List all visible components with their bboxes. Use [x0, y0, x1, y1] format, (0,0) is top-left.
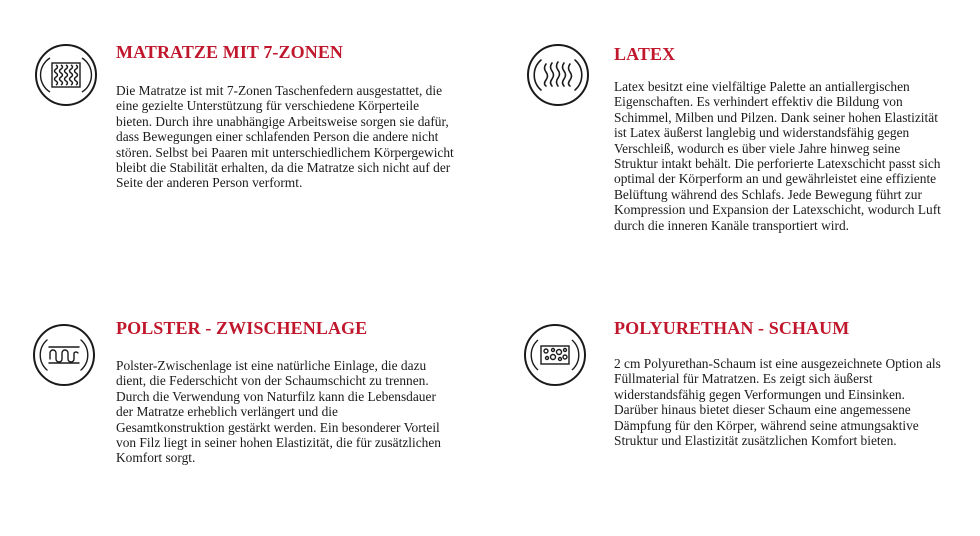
- feature-description: Die Matratze ist mit 7-Zonen Taschenfedern ausgestattet, die eine gezielte Unterstützung für verschiedene Körperteile bieten. Durch ihre unabhängige Arbeitsweise sorgen sie dafür, dass Bewegungen einer schlafenden Person die andere nicht stören. Selbst bei Paaren mit unterschiedlichem Körpergewicht bleibt die Stabilität erhalten, da die Matratze sich nicht auf der Seite der anderen Person verformt.: [116, 83, 454, 191]
- airflow-waves-icon: [527, 44, 589, 106]
- feature-description: Polster-Zwischenlage ist eine natürliche Einlage, die dazu dient, die Federschicht von der Schaumschicht zu trennen. Durch die Verwendung von Naturfilz kann die Lebensdauer der Matratze erheblich verlängert und die Gesamtkonstruktion gestärkt werden. Ein besonderer Vorteil von Filz liegt in seiner hohen Elastizität, die für zusätzlichen Komfort sorgt.: [116, 358, 441, 466]
- feature-title: MATRATZE MIT 7-ZONEN: [116, 42, 344, 62]
- feature-title: POLSTER - ZWISCHENLAGE: [116, 318, 368, 338]
- feature-description: 2 cm Polyurethan-Schaum ist eine ausgezeichnete Option als Füllmaterial für Matratzen. Es zeigt sich äußerst widerstandsfähig gegen Verformungen und Einsinken. Darüber hinaus bietet dieser Schaum eine angemessene Dämpfung für den Körper, während seine atmungsaktive Struktur und Elastizität zusätzlichen Komfort bieten.: [614, 356, 941, 449]
- feature-title: LATEX: [614, 44, 676, 64]
- feature-description: Latex besitzt eine vielfältige Palette an antiallergischen Eigenschaften. Es verhindert effektiv die Bildung von Schimmel, Milben und Pilzen. Dank seiner hohen Elastizität ist Latex äußerst langlebig und widerstandsfähig gegen Verschleiß, wodurch es über viele Jahre hinweg seine Struktur intakt behält. Die perforierte Latexschicht passt sich optimal der Körperform an und gewährleistet eine effiziente Belüftung während des Schlafs. Jede Bewegung führt zur Kompression und Expansion der Latexschicht, wodurch Luft durch die inneren Kanäle transportiert wird.: [614, 79, 941, 233]
- feature-title: POLYURETHAN - SCHAUM: [614, 318, 850, 338]
- felt-layer-icon: [33, 324, 95, 386]
- foam-bubbles-icon: [524, 324, 586, 386]
- spring-coil-icon: [35, 44, 97, 106]
